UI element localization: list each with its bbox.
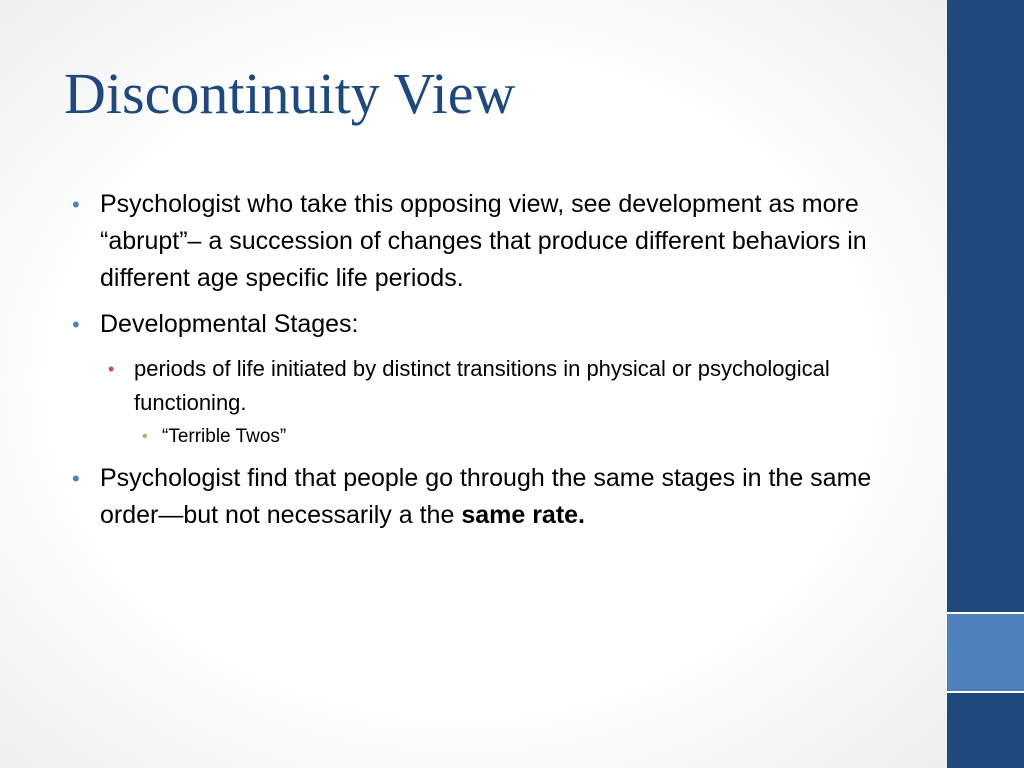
sub-sub-bullet-icon: •: [142, 428, 148, 445]
bullet-text: Psychologist find that people go through the same stages in the same order—but not necessarily a the: [100, 464, 872, 529]
sidebar-divider-bottom: [947, 691, 1024, 693]
sidebar-accent-block: [947, 614, 1024, 691]
bullet-item-2: [72, 306, 902, 343]
bullet-emphasis-text: same rate.: [461, 501, 586, 529]
bullet-text: Psychologist who take this opposing view, see development as more “abrupt”– a succession of changes that produce different behaviors in different age specific life periods.: [100, 190, 867, 292]
sub-bullet-text: periods of life initiated by distinct transitions in physical or psychological functioning.: [134, 356, 830, 415]
bullet-item-3: [72, 460, 902, 534]
bullet-icon: •: [72, 192, 80, 217]
bullet-text: Developmental Stages:: [100, 310, 359, 338]
sub-bullet-icon: •: [108, 359, 115, 379]
bullet-icon: •: [72, 466, 80, 491]
bullet-icon: •: [72, 312, 80, 337]
sub-sub-bullet-text: “Terrible Twos”: [162, 426, 287, 447]
slide-title: Discontinuity View: [64, 61, 516, 126]
bullet-item-1: [72, 186, 902, 297]
bullet-list: [72, 186, 902, 543]
sub-bullet-item: [100, 352, 902, 420]
sub-sub-bullet-item: [134, 422, 902, 452]
